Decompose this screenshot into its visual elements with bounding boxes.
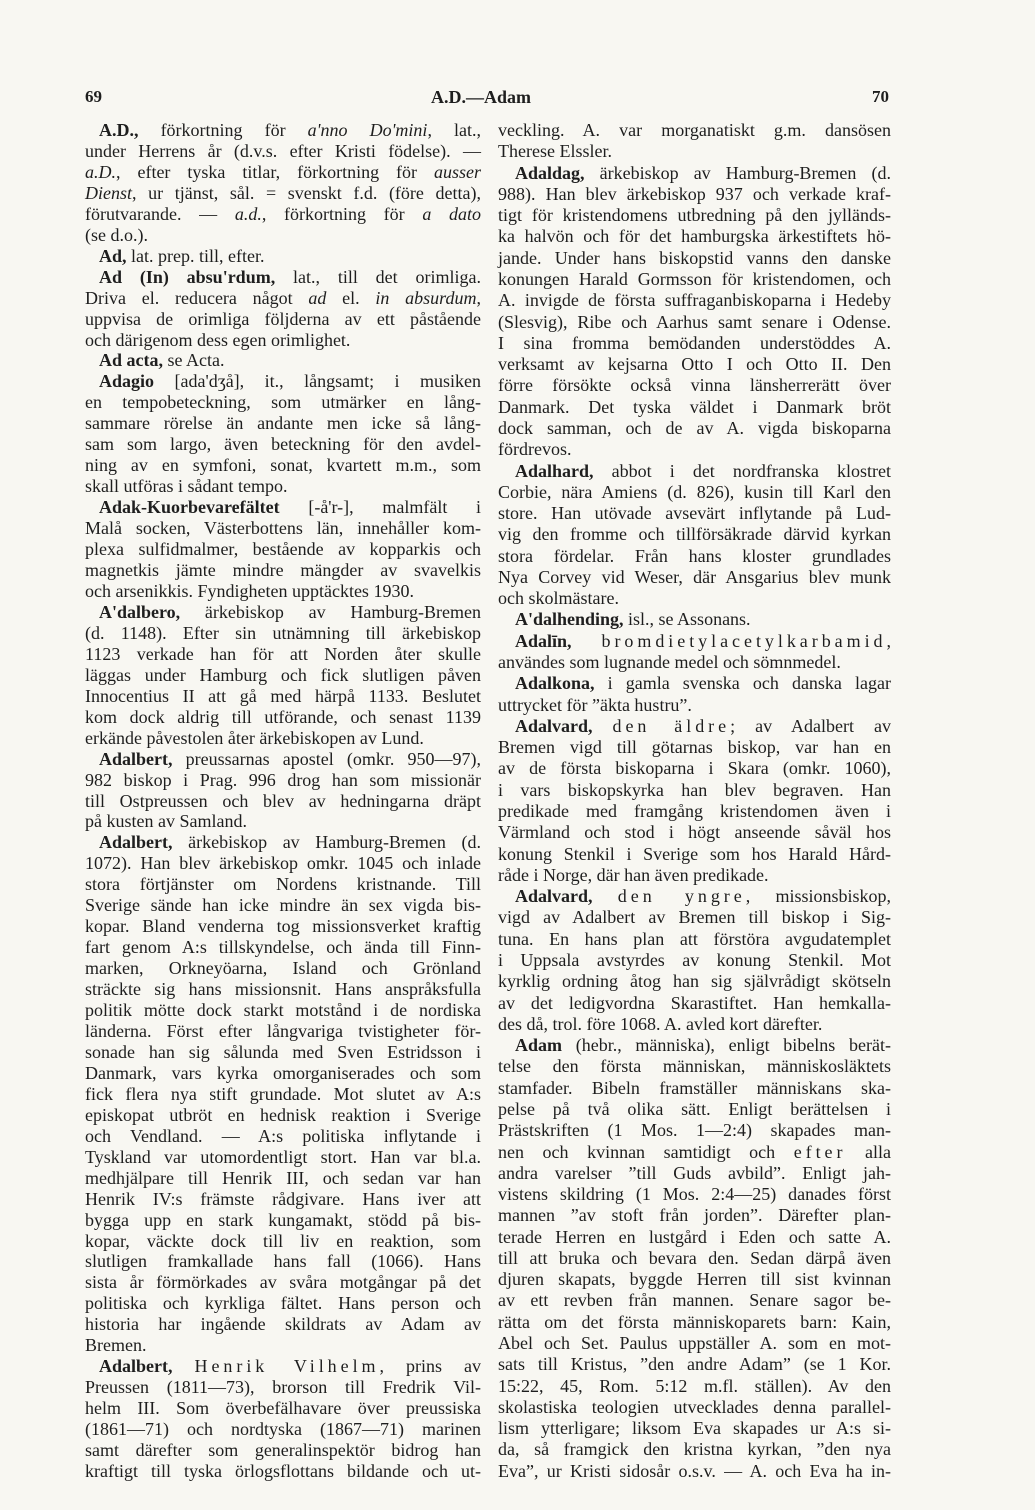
text-run: ka halvön och för det hamburgska ärkestiftets hö- bbox=[498, 226, 891, 247]
text-run: sats till Kristus, ”den andre Adam” (se 1 Kor. bbox=[498, 1354, 891, 1375]
text-line bbox=[498, 865, 891, 886]
text-run: konungen Harald Gormsson för kristendomen, och bbox=[498, 268, 891, 289]
text-run: 15:22, 45, Rom. 5:12 m.fl. ställen). Av den bbox=[498, 1375, 891, 1396]
italic-text: ad bbox=[308, 287, 327, 308]
text-run: episkopat utbröt en hednisk reaktion i Sverige bbox=[85, 1104, 481, 1125]
text-run: , ur tjänst, sål. = svenskt f.d. (före detta), bbox=[132, 182, 481, 203]
text-run: en tempobeteckning, som utmärker en lång- bbox=[85, 392, 481, 413]
text-line bbox=[498, 184, 891, 205]
text-run: Nya Corvey vid Weser, där Ansgarius blev munk bbox=[498, 566, 891, 587]
text-line bbox=[498, 609, 891, 630]
text-run: mannen ”av stoft från jorden”. Därefter plan- bbox=[498, 1205, 891, 1226]
text-run: kom dock aldrig till utförande, och senast 1139 bbox=[85, 706, 481, 727]
text-run: medhjälpare till Henrik III, och sedan var han bbox=[85, 1167, 481, 1188]
headword: Adam bbox=[515, 1035, 576, 1056]
text-run: på kusten av Samland. bbox=[85, 811, 247, 832]
text-run: ärkebiskop av Hamburg-Bremen (d. bbox=[188, 832, 482, 853]
text-run: förkortning för bbox=[160, 120, 308, 140]
text-run: tuna. En hans plan att förstöra avgudatemplet bbox=[498, 928, 891, 949]
text-line bbox=[85, 371, 481, 392]
text-line bbox=[498, 439, 891, 460]
text-line bbox=[498, 1269, 891, 1290]
text-line bbox=[498, 503, 891, 524]
text-run: i vars biskopskyrka han blev begraven. Han bbox=[498, 779, 891, 800]
text-line bbox=[85, 246, 481, 267]
text-line bbox=[498, 1248, 891, 1269]
text-run: kopar, väckte dock till liv en reaktion, som bbox=[85, 1230, 481, 1251]
text-run: jande. Under hans biskopstid vanns den danske bbox=[498, 247, 891, 268]
text-run: Sverige sände han icke mindre än sex vigda bis- bbox=[85, 895, 481, 916]
text-line bbox=[498, 1461, 891, 1482]
headword: Adalbert, bbox=[99, 748, 186, 769]
text-line bbox=[85, 183, 481, 204]
text-line bbox=[498, 822, 891, 843]
text-line bbox=[498, 205, 891, 226]
text-line bbox=[498, 1290, 891, 1311]
text-line bbox=[85, 1335, 481, 1356]
text-run: [-å'r-], malmfält i bbox=[308, 497, 481, 518]
text-line bbox=[85, 162, 481, 183]
text-line bbox=[498, 1333, 891, 1354]
text-run: , efter tyska titlar, förkortning för bbox=[116, 161, 434, 182]
headword: Ad acta, bbox=[99, 350, 168, 371]
text-line bbox=[85, 267, 481, 288]
headword: Adalbert, bbox=[99, 832, 189, 853]
text-line bbox=[498, 290, 891, 311]
spaced-text: den äldre bbox=[612, 715, 731, 736]
text-run: av de första biskoparna i Skara (omkr. 1060), bbox=[498, 758, 891, 779]
text-line bbox=[498, 375, 891, 396]
text-line bbox=[85, 204, 481, 225]
italic-text: a.D. bbox=[85, 161, 116, 182]
text-line bbox=[498, 312, 891, 333]
text-run: stora förtjänster om Nordens kristnande. Till bbox=[85, 874, 481, 895]
text-run: fick flera nya stift grundade. Mot slutet av A:s bbox=[85, 1083, 481, 1104]
italic-text: a dato bbox=[422, 203, 481, 224]
text-run: store. Han utövade avsevärt inflytande på Lud- bbox=[498, 503, 891, 524]
headword: Ad (In) absu'rdum, bbox=[99, 266, 294, 287]
text-run: preussarnas apostel (omkr. 950—97), bbox=[185, 748, 481, 769]
text-run: råde i Norge, där han även predikade. bbox=[498, 864, 769, 885]
text-line bbox=[498, 716, 891, 737]
text-run: lism ytterligare; liksom Eva skapades ur A:s si- bbox=[498, 1418, 891, 1439]
text-line bbox=[498, 758, 891, 779]
text-line bbox=[85, 392, 481, 413]
text-line bbox=[498, 248, 891, 269]
italic-text: a'nno Do'mini bbox=[307, 120, 428, 140]
spaced-text: den yngre bbox=[617, 886, 746, 907]
text-run: bygga upp en stark kungamakt, stödd på bis- bbox=[85, 1209, 481, 1230]
text-run: helm III. Som överbefälhavare över preussiska bbox=[85, 1398, 481, 1419]
text-run: erkände påvestolen åter ärkebiskopen av Lund. bbox=[85, 727, 424, 748]
text-run: 1072). Han blev ärkebiskop omkr. 1045 och inlade bbox=[85, 853, 481, 874]
text-line bbox=[498, 652, 891, 673]
text-run: uppvisa de orimliga följderna av ett påstående bbox=[85, 308, 481, 329]
text-line bbox=[498, 844, 891, 865]
text-line bbox=[85, 1126, 481, 1147]
text-line bbox=[85, 707, 481, 728]
text-line bbox=[85, 1419, 481, 1440]
page-number-right: 70 bbox=[872, 87, 889, 106]
text-line bbox=[85, 288, 481, 309]
text-line bbox=[85, 1189, 481, 1210]
text-line bbox=[85, 937, 481, 958]
text-line bbox=[85, 916, 481, 937]
text-run: Bremen vigd till götarnas biskop, var han en bbox=[498, 737, 891, 758]
text-line bbox=[498, 950, 891, 971]
text-run: ärkebiskop av Hamburg-Bremen bbox=[204, 601, 481, 622]
text-line bbox=[498, 695, 891, 716]
text-run: ärkebiskop av Hamburg-Bremen (d. bbox=[599, 162, 891, 183]
text-run: [ada'dʒå], it., långsamt; i musiken bbox=[174, 371, 481, 392]
text-line bbox=[498, 673, 891, 694]
headword: Ad, bbox=[99, 245, 132, 266]
left-column bbox=[85, 120, 481, 1482]
text-line bbox=[85, 686, 481, 707]
text-run: (d. 1148). Efter sin utnämning till ärkebiskop bbox=[85, 622, 481, 643]
text-run: ; av Adalbert av bbox=[730, 715, 891, 736]
text-line bbox=[498, 1397, 891, 1418]
text-run: till Ostpreussen och blev av hedningarna dräpt bbox=[85, 790, 481, 811]
text-run: politiska och kyrkliga fältet. Hans person och bbox=[85, 1293, 481, 1314]
text-run: Eva”, ur Kristi sidosår o.s.v. — A. och Eva ha in- bbox=[498, 1460, 891, 1481]
text-line bbox=[498, 1184, 891, 1205]
text-run: kopar. Bland venderna tog missionsverket kraftig bbox=[85, 916, 481, 937]
text-line bbox=[85, 1147, 481, 1168]
text-run: dock samman, och de av A. vigda biskoparna bbox=[498, 417, 891, 438]
text-run: isl., se Assonans. bbox=[628, 609, 751, 630]
text-line bbox=[85, 895, 481, 916]
text-run: , förkortning för bbox=[261, 203, 423, 224]
text-run: under Herrens år (d.v.s. efter Kristi födelse). — bbox=[85, 140, 481, 161]
text-run: Preussen (1811—73), brorson till Fredrik Vil- bbox=[85, 1377, 481, 1398]
text-run: av det ledigvordna Skarastiftet. Han hemkalla- bbox=[498, 992, 891, 1013]
text-run: , prins av bbox=[379, 1356, 481, 1377]
headword: Adalvard, bbox=[515, 886, 618, 907]
text-run: fart genom A:s tillskyndelse, och ända till Finn- bbox=[85, 937, 481, 958]
text-run: , lat., bbox=[427, 120, 481, 140]
spaced-text: Henrik Vilhelm bbox=[194, 1356, 380, 1377]
text-run: alla bbox=[846, 1141, 891, 1162]
text-line bbox=[85, 644, 481, 665]
text-line bbox=[498, 354, 891, 375]
text-run: Malå socken, Västerbottens län, innehåller kom- bbox=[85, 518, 481, 539]
text-run: stora fördelar. Från hans kloster grundlades bbox=[498, 545, 891, 566]
text-line bbox=[498, 226, 891, 247]
headword: Adaldag, bbox=[515, 162, 600, 183]
text-run: sträckte sig hans missionsnit. Hans anspråksfulla bbox=[85, 979, 481, 1000]
text-run: slutligen framkallade hans fall (1066). Hans bbox=[85, 1251, 481, 1272]
text-run: till att bruka och bevara den. Sedan därpå även bbox=[498, 1247, 891, 1268]
text-line bbox=[85, 141, 481, 162]
headword: Adalbert, bbox=[99, 1356, 195, 1377]
text-run: lat., till det orimliga. bbox=[293, 266, 481, 287]
text-line bbox=[85, 1314, 481, 1335]
text-line bbox=[85, 560, 481, 581]
text-line bbox=[498, 801, 891, 822]
text-run: i gamla svenska och danska lagar bbox=[607, 673, 891, 694]
text-run: ning av en symfoni, sonat, kvartett m.m., som bbox=[85, 455, 481, 476]
text-run: sonade han sig sålunda med Sven Estridsson i bbox=[85, 1041, 481, 1062]
text-run: , missionsbiskop, bbox=[745, 886, 891, 907]
text-line bbox=[85, 958, 481, 979]
text-line bbox=[498, 461, 891, 482]
text-line bbox=[498, 1312, 891, 1333]
text-line bbox=[498, 631, 891, 652]
text-line bbox=[498, 1056, 891, 1077]
text-run: rätta om det första människoparets barn: Kain, bbox=[498, 1311, 891, 1332]
text-line bbox=[498, 1142, 891, 1163]
text-run: 988). Han blev ärkebiskop 937 och verkade kraf- bbox=[498, 183, 891, 204]
text-run: Driva el. reducera något bbox=[85, 287, 309, 308]
text-line bbox=[498, 737, 891, 758]
text-line bbox=[498, 1354, 891, 1375]
text-line bbox=[85, 539, 481, 560]
text-run: , bbox=[886, 630, 891, 651]
text-run: politik mötte dock starkt motstånd i de nordiska bbox=[85, 1000, 481, 1021]
text-line bbox=[85, 832, 481, 853]
text-run: tigt för kristendomens utbredning på den jylländs- bbox=[498, 205, 891, 226]
text-run: telse den första människan, människosläktets bbox=[498, 1056, 891, 1077]
headword: Adagio bbox=[99, 371, 175, 392]
text-run: veckling. A. var morganatiskt g.m. dansösen bbox=[498, 120, 891, 140]
text-line bbox=[85, 1231, 481, 1252]
text-run: Bremen. bbox=[85, 1335, 147, 1356]
text-line bbox=[85, 623, 481, 644]
text-run: abbot i det nordfranska klostret bbox=[611, 460, 891, 481]
text-run: pelse på två olika sätt. Enligt berättelsen i bbox=[498, 1098, 891, 1119]
headword: Adalvard, bbox=[515, 715, 613, 736]
text-run: (Slesvig), Ribe och Aarhus samt senare i Odense. bbox=[498, 311, 891, 332]
text-line bbox=[85, 434, 481, 455]
text-line bbox=[85, 413, 481, 434]
text-line bbox=[498, 269, 891, 290]
text-line bbox=[498, 1120, 891, 1141]
text-line bbox=[85, 1461, 481, 1482]
text-line bbox=[498, 141, 891, 162]
text-run: Abel och Set. Paulus uppställer A. som en mot- bbox=[498, 1333, 891, 1354]
spaced-text: bromdietylacetylkarbamid bbox=[601, 630, 887, 651]
text-line bbox=[498, 993, 891, 1014]
text-run: Tyskland var utomordentligt stort. Han var bl.a. bbox=[85, 1146, 481, 1167]
text-line bbox=[85, 1210, 481, 1231]
text-line bbox=[498, 333, 891, 354]
text-line bbox=[85, 665, 481, 686]
text-run: Värmland och stod i högt anseende såväl hos bbox=[498, 822, 891, 843]
text-line bbox=[498, 1439, 891, 1460]
text-line bbox=[85, 350, 481, 371]
text-line bbox=[498, 120, 891, 141]
text-run: marken, Orkneyöarna, Island och Grönland bbox=[85, 958, 481, 979]
text-line bbox=[498, 780, 891, 801]
text-line bbox=[85, 791, 481, 812]
text-run: skolastiska teologien utvecklades denna parallel- bbox=[498, 1396, 891, 1417]
text-run: Corbie, nära Amiens (d. 826), kusin till Karl den bbox=[498, 481, 891, 502]
text-line bbox=[85, 455, 481, 476]
text-run: lat. prep. till, efter. bbox=[131, 245, 265, 266]
italic-text: in absurdum bbox=[375, 287, 477, 308]
text-line bbox=[498, 907, 891, 928]
text-run: stamfader. Bibeln framställer människans ska- bbox=[498, 1077, 891, 1098]
text-run: skall utföras i sådant tempo. bbox=[85, 476, 288, 497]
text-line bbox=[85, 1377, 481, 1398]
text-line bbox=[498, 524, 891, 545]
text-line bbox=[85, 728, 481, 749]
text-run: sammare rörelse än andante men icke så lång- bbox=[85, 413, 481, 434]
text-line bbox=[85, 874, 481, 895]
text-run: (1861—71) och nordtyska (1867—71) marinen bbox=[85, 1419, 481, 1440]
running-head: A.D.—Adam bbox=[430, 87, 531, 107]
text-run: kyrklig ordning åtog han sig självrådigt skötseln bbox=[498, 971, 891, 992]
text-line bbox=[85, 1063, 481, 1084]
text-run: djuren skapats, byggde Herren till sist kvinnan bbox=[498, 1269, 891, 1290]
text-line bbox=[85, 518, 481, 539]
headword: Adalhard, bbox=[515, 460, 612, 481]
text-line bbox=[498, 1418, 891, 1439]
text-run: sam som largo, även beteckning för den avdel- bbox=[85, 434, 481, 455]
text-line bbox=[498, 418, 891, 439]
text-line bbox=[498, 971, 891, 992]
text-run: användes som lugnande medel och sömnmedel. bbox=[498, 652, 841, 673]
text-run: (se d.o.). bbox=[85, 224, 148, 245]
text-line bbox=[85, 1000, 481, 1021]
text-line bbox=[85, 1021, 481, 1042]
text-run: nen och kvinnan samtidigt och bbox=[498, 1141, 794, 1162]
text-run: historia har ingående skildrats av Adam av bbox=[85, 1314, 481, 1335]
text-line bbox=[85, 225, 481, 246]
text-run: plexa sulfidmalmer, bestående av kopparkis och bbox=[85, 539, 481, 560]
headword: Adalkona, bbox=[515, 673, 608, 694]
text-line bbox=[85, 979, 481, 1000]
text-line bbox=[498, 1035, 891, 1056]
text-line bbox=[498, 1099, 891, 1120]
text-line bbox=[85, 1398, 481, 1419]
text-run: (hebr., människa), enligt bibelns berät- bbox=[575, 1035, 891, 1056]
text-line bbox=[498, 482, 891, 503]
text-run: andra varelser ”till Guds avbild”. Enligt jah- bbox=[498, 1162, 891, 1183]
headword: A'dalhending, bbox=[515, 609, 629, 630]
text-run: och Vendland. — A:s politiska inflytande i bbox=[85, 1125, 481, 1146]
text-run: länderna. Först efter långvariga tvistigheter för- bbox=[85, 1020, 481, 1041]
headword: A'dalbero, bbox=[99, 601, 205, 622]
text-run: , bbox=[476, 287, 481, 308]
text-line bbox=[85, 1084, 481, 1105]
text-run: och skolmästare. bbox=[498, 588, 619, 609]
text-line bbox=[498, 163, 891, 184]
italic-text: Dienst bbox=[85, 182, 132, 203]
text-line bbox=[85, 1168, 481, 1189]
text-line bbox=[85, 476, 481, 497]
text-run: Prästskriften (1 Mos. 1—2:4) skapades man- bbox=[498, 1120, 891, 1141]
text-run: läggas under Hamburg och fick slutligen påven bbox=[85, 664, 481, 685]
text-run: förre försökte också vinna länsherrerätt över bbox=[498, 375, 891, 396]
text-line bbox=[85, 1251, 481, 1272]
text-line bbox=[85, 1042, 481, 1063]
text-line bbox=[498, 886, 891, 907]
text-run: fördrevos. bbox=[498, 439, 572, 460]
text-run: förutvarande. — bbox=[85, 203, 235, 224]
text-run: predikade med framgång kristendomen även i bbox=[498, 801, 891, 821]
text-run: vig den fromme och tillförsäkrade därvid kyrkan bbox=[498, 524, 891, 545]
text-line bbox=[498, 1014, 891, 1035]
text-run: och arsenikkis. Fyndigheten upptäcktes 1930. bbox=[85, 580, 414, 601]
text-run: I sina fromma bemödanden understöddes A. bbox=[498, 332, 891, 353]
text-run: se Acta. bbox=[167, 350, 225, 371]
text-run: el. bbox=[326, 287, 376, 308]
text-line bbox=[85, 581, 481, 602]
text-run: sista år förmörkades av svåra motgångar på det bbox=[85, 1272, 481, 1293]
italic-text: a.d. bbox=[234, 203, 262, 224]
text-run: Therese Elssler. bbox=[498, 141, 612, 162]
text-line bbox=[85, 1356, 481, 1377]
text-line bbox=[85, 749, 481, 770]
text-line bbox=[85, 811, 481, 832]
text-line bbox=[498, 588, 891, 609]
text-line bbox=[498, 397, 891, 418]
text-run: Henrik IV:s främste rådgivare. Hans iver att bbox=[85, 1188, 481, 1209]
text-line bbox=[85, 853, 481, 874]
text-line bbox=[498, 1078, 891, 1099]
text-run: des då, trol. före 1068. A. avled kort därefter. bbox=[498, 1013, 823, 1034]
text-line bbox=[85, 330, 481, 351]
text-line bbox=[85, 120, 481, 141]
text-run: 982 biskop i Prag. 996 drog han som missionär bbox=[85, 769, 481, 790]
text-run: Innocentius II att gå med härpå 1133. Beslutet bbox=[85, 685, 481, 706]
text-line bbox=[498, 1376, 891, 1397]
text-run: vistens skildring (1 Mos. 2:4—25) danades först bbox=[498, 1184, 891, 1205]
text-run: uttrycket för ”äkta hustru”. bbox=[498, 694, 692, 715]
text-line bbox=[498, 929, 891, 950]
spaced-text: efter bbox=[793, 1141, 847, 1162]
text-line bbox=[85, 1293, 481, 1314]
text-run: da, så framgick den kristna kyrkan, ”den nya bbox=[498, 1439, 891, 1460]
text-run: Danmark, vars kyrka omorganiserades och som bbox=[85, 1062, 481, 1083]
text-line bbox=[85, 309, 481, 330]
text-run: verksamt av kejsarna Otto I och Otto II. Den bbox=[498, 354, 891, 375]
text-run: i Uppsala avstyrdes av konung Stenkil. Mot bbox=[498, 949, 891, 970]
text-run: A. invigde de första suffraganbiskoparna i Hedeby bbox=[498, 290, 891, 311]
text-run: terade Herren en lustgård i Eden och satte A. bbox=[498, 1226, 891, 1247]
text-line bbox=[85, 770, 481, 791]
text-run: magnetkis jämte mindre mängder av svavelkis bbox=[85, 560, 481, 581]
right-column bbox=[498, 120, 891, 1482]
headword: A.D., bbox=[99, 120, 161, 140]
text-run: konung Stenkil i Sverige som hos Harald Hård- bbox=[498, 843, 891, 864]
text-run: av ett revben från mannen. Senare sagor be- bbox=[498, 1290, 891, 1311]
text-run: och därigenom dess egen orimlighet. bbox=[85, 329, 351, 350]
text-run: 1123 verkade han för att Norden åter skulle bbox=[85, 643, 481, 664]
page-number-left: 69 bbox=[85, 87, 102, 106]
text-run: vigd av Adalbert av Bremen till biskop i Sig- bbox=[498, 907, 891, 928]
text-line bbox=[498, 567, 891, 588]
text-line bbox=[85, 1272, 481, 1293]
text-run: Danmark. Det tyska väldet i Danmark bröt bbox=[498, 396, 891, 417]
text-line bbox=[85, 1105, 481, 1126]
text-run: samt därefter som generalinspektör bidrog han bbox=[85, 1440, 481, 1461]
text-line bbox=[85, 497, 481, 518]
text-run: kraftigt till tyska örlogsflottans bildande och ut- bbox=[85, 1461, 481, 1481]
headword: Adak-Kuorbevarefältet bbox=[99, 497, 309, 518]
headword: Adalīn, bbox=[515, 630, 602, 651]
text-line bbox=[498, 1205, 891, 1226]
text-line bbox=[498, 546, 891, 567]
text-line bbox=[85, 1440, 481, 1461]
text-line bbox=[498, 1163, 891, 1184]
italic-text: ausser bbox=[433, 161, 481, 182]
text-line bbox=[85, 602, 481, 623]
text-line bbox=[498, 1227, 891, 1248]
